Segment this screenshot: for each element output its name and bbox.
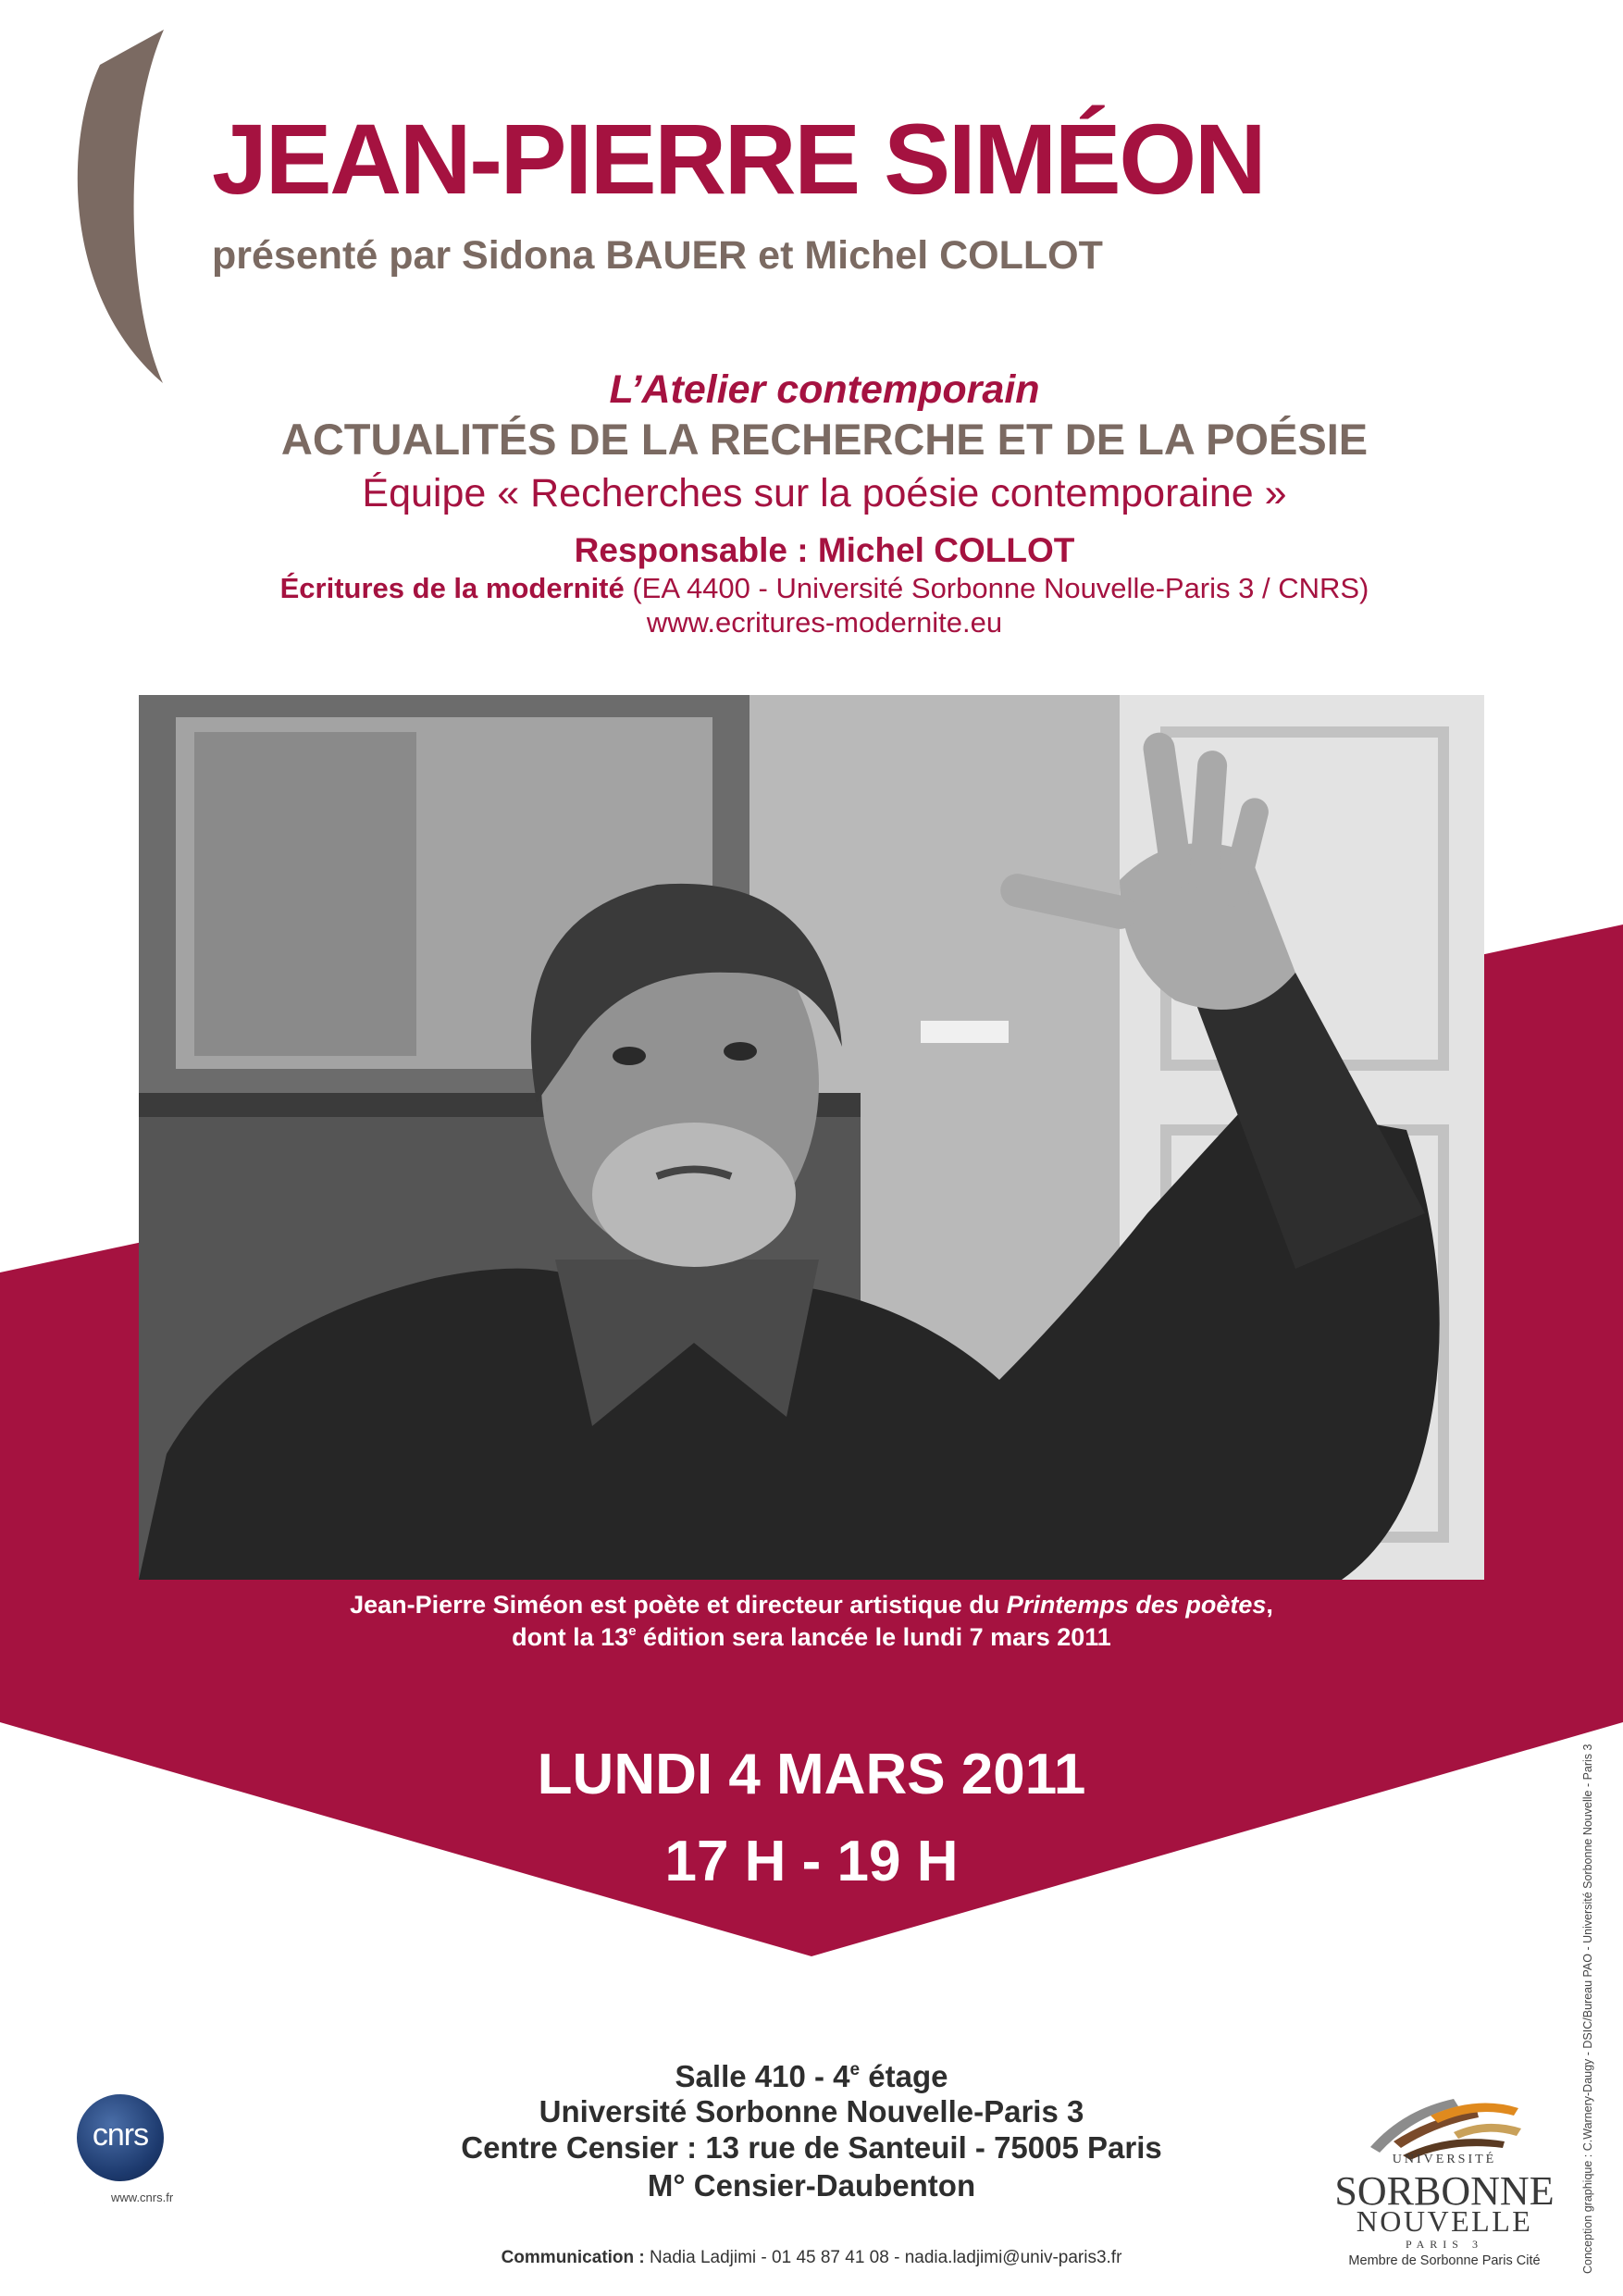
responsible-line: Responsable : Michel COLLOT: [574, 531, 1075, 569]
cnrs-wordmark: cnrs: [92, 2117, 149, 2153]
sorbonne-nouvelle-logo-icon: [1366, 2090, 1523, 2162]
caption-festival-title: Printemps des poètes: [1006, 1591, 1267, 1619]
caption-line2-start: dont la 13: [512, 1623, 629, 1651]
photo-eye-right: [724, 1042, 757, 1061]
photo-caption-line-1: [0, 1593, 1623, 1618]
sorbonne-logo-universite: UNIVERSITÉ: [1392, 2153, 1497, 2166]
cnrs-url: www.cnrs.fr: [111, 2191, 174, 2204]
venue-room-end: étage: [860, 2059, 948, 2093]
caption-line2-end: édition sera lancée le lundi 7 mars 2011: [636, 1623, 1111, 1651]
caption-text-start: Jean-Pierre Siméon est poète et directeur artistique du: [350, 1591, 1007, 1619]
cnrs-logo-icon: [77, 2094, 164, 2181]
sorbonne-membership: Membre de Sorbonne Paris Cité: [1348, 2253, 1541, 2268]
crescent-ornament: [0, 0, 241, 407]
presenters-line: présenté par Sidona BAUER et Michel COLLOT: [212, 233, 1103, 278]
event-time: 17 H - 19 H: [664, 1830, 959, 1893]
lab-details: (EA 4400 - Université Sorbonne Nouvelle-Paris 3 / CNRS): [624, 572, 1369, 604]
photo-caption-line-2: [0, 1625, 1623, 1650]
venue-address: Centre Censier : 13 rue de Santeuil - 75005 Paris: [461, 2130, 1162, 2165]
team-name: Équipe « Recherches sur la poésie contemporaine »: [362, 471, 1287, 515]
photo-mirror-reflection: [194, 732, 416, 1056]
venue-floor-suffix: e: [849, 2060, 861, 2079]
speaker-photo: [139, 695, 1484, 1580]
venue-room: [0, 2061, 1623, 2091]
venue-university: Université Sorbonne Nouvelle-Paris 3: [539, 2094, 1084, 2128]
photo-beard: [592, 1123, 796, 1267]
lab-line: [177, 574, 1472, 602]
sorbonne-logo-nouvelle: NOUVELLE: [1356, 2204, 1533, 2238]
photo-eye-left: [613, 1047, 646, 1065]
design-credits: Conception graphique : C.Warnery-Daugy - DSIC/Bureau PAO - Université Sorbonne Nouvelle - Paris 3: [1581, 1744, 1594, 2274]
venue-metro: M° Censier-Daubenton: [647, 2168, 976, 2203]
caption-text-end: ,: [1266, 1591, 1273, 1619]
website-text: www.ecritures-modernite.eu: [646, 606, 1003, 639]
photo-wall-label: [921, 1021, 1009, 1043]
caption-ordinal-suffix: e: [628, 1623, 637, 1639]
series-subtitle: ACTUALITÉS DE LA RECHERCHE ET DE LA POÉSIE: [280, 415, 1369, 464]
venue-room-start: Salle 410 - 4: [675, 2059, 850, 2093]
lab-name: Écritures de la modernité: [279, 572, 625, 604]
series-name: L’Atelier contemporain: [609, 367, 1040, 412]
sorbonne-logo-sorbonne: SORBONNE: [1334, 2168, 1555, 2214]
sorbonne-logo-paris: PARIS 3: [1406, 2238, 1483, 2251]
event-date: LUNDI 4 MARS 2011: [537, 1743, 1086, 1806]
crescent-shape: [78, 30, 164, 383]
communication-label: Communication :: [501, 2248, 645, 2267]
speaker-photo-image: [139, 695, 1484, 1580]
communication-details: Nadia Ladjimi - 01 45 87 41 08 - nadia.ladjimi@univ-paris3.fr: [644, 2248, 1122, 2267]
poster-title: JEAN-PIERRE SIMÉON: [212, 103, 1265, 215]
logo-arc-tan: [1454, 2124, 1521, 2139]
